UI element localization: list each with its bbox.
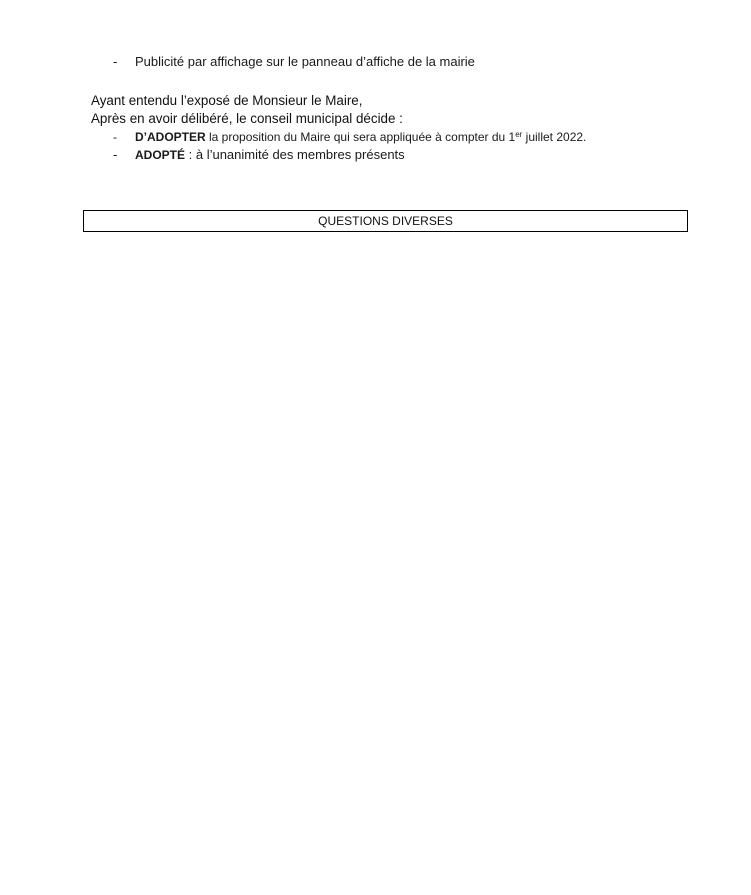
bullet-dash: - <box>113 54 118 69</box>
bullet-dash: - <box>113 147 118 162</box>
bullet-adopte <box>113 147 405 163</box>
bullet-adopter-sup: er <box>515 130 523 139</box>
bullet-adopter-bold: D’ADOPTER <box>135 130 206 144</box>
bullet-adopte-text: : à l’unanimité des membres présents <box>185 147 405 162</box>
bullet-adopter <box>113 129 586 145</box>
bullet-publicite-text: Publicité par affichage sur le panneau d’affiche de la mairie <box>135 54 475 69</box>
paragraph-apres-deliberation: Après en avoir délibéré, le conseil municipal décide : <box>91 111 403 126</box>
bullet-adopter-text: la proposition du Maire qui sera appliquée à compter du 1 <box>205 130 516 144</box>
section-header-questions-diverses: QUESTIONS DIVERSES <box>83 210 688 232</box>
paragraph-ayant-entendu: Ayant entendu l’exposé de Monsieur le Maire, <box>91 93 363 108</box>
bullet-dash: - <box>113 130 117 144</box>
bullet-adopte-bold: ADOPTÉ <box>135 148 186 162</box>
bullet-adopter-text-end: juillet 2022. <box>522 130 587 144</box>
bullet-publicite <box>113 54 475 70</box>
